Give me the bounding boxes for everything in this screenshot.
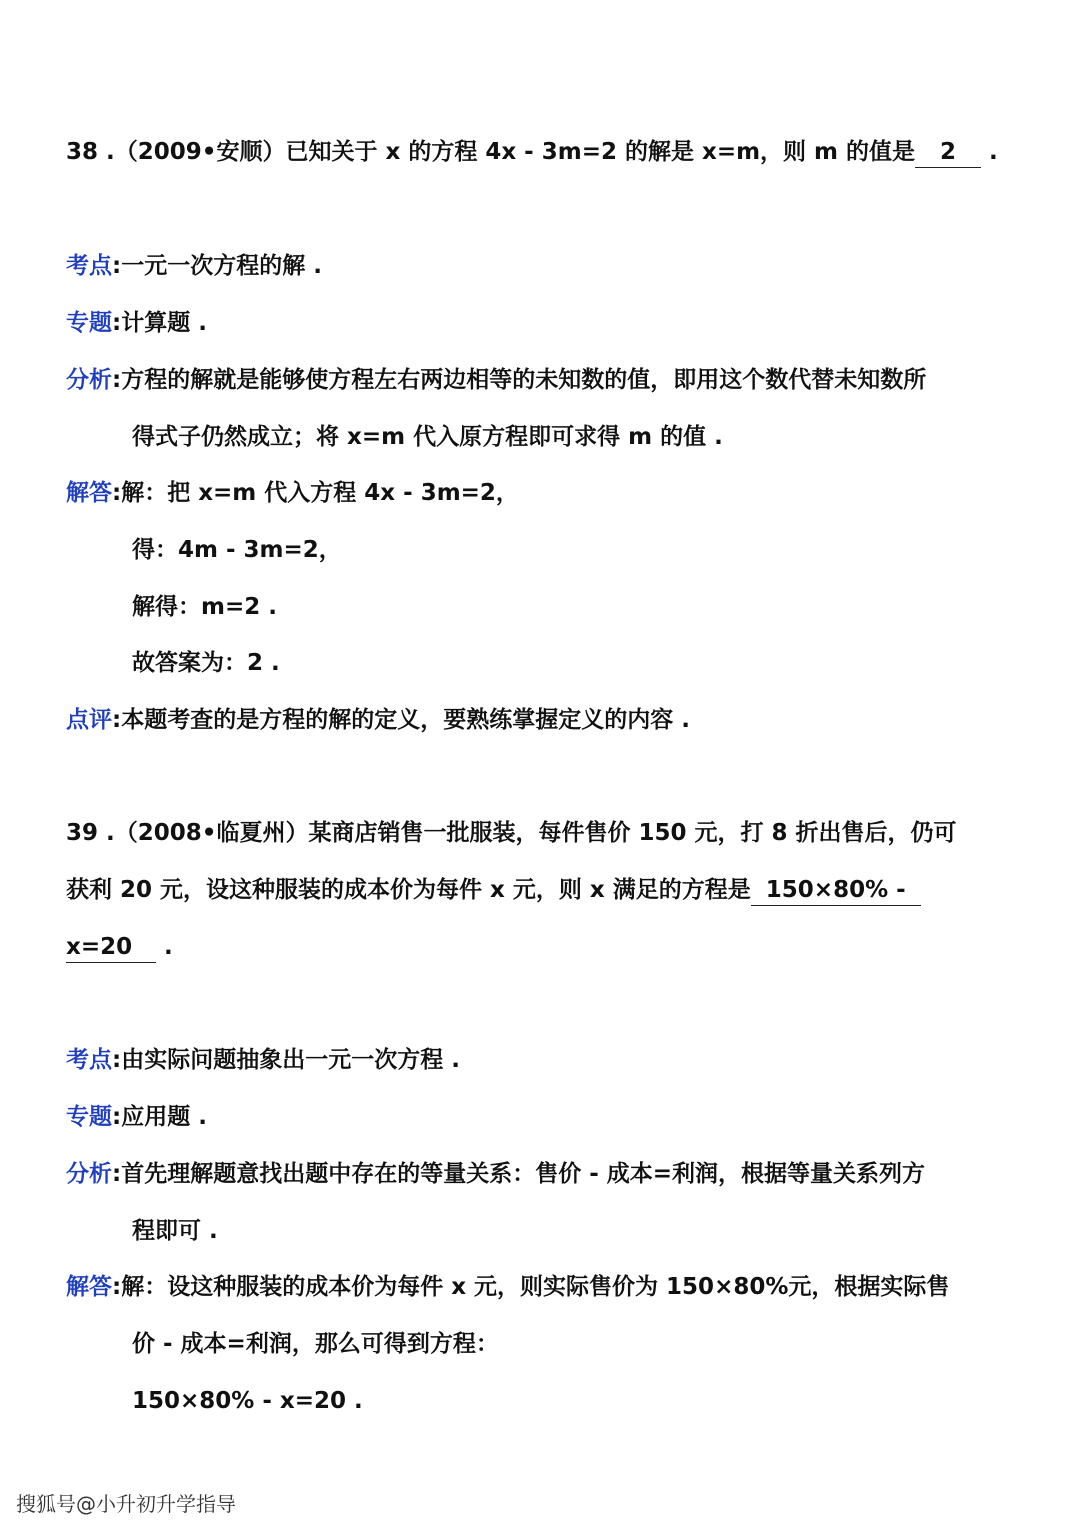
q39-stem-end: . — [156, 934, 173, 960]
q38-jieda — [66, 476, 1040, 510]
q39-fenxi-line2: 程即可 . — [132, 1218, 218, 1244]
q39-zhuanti-label: 专题 — [66, 1104, 112, 1130]
q39-jieda-line2: 价 - 成本=利润，那么可得到方程： — [132, 1331, 499, 1357]
q38-jieda-line1: :解：把 x=m 代入方程 4x - 3m=2， — [112, 480, 519, 506]
q38-zhuanti-label: 专题 — [66, 310, 112, 336]
q39-stem-line2 — [66, 873, 1040, 907]
q39-jieda-line1: :解：设这种服装的成本价为每件 x 元，则实际售价为 150×80%元，根据实际售 — [112, 1274, 950, 1300]
q39-zhuanti — [66, 1100, 1040, 1134]
q39-stem-line3 — [66, 930, 1040, 964]
q38-fenxi-line1: :方程的解就是能够使方程左右两边相等的未知数的值，即用这个数代替未知数所 — [112, 367, 927, 393]
q39-kaodian — [66, 1043, 1040, 1077]
q38-dianping-label: 点评 — [66, 707, 112, 733]
q39-zhuanti-text: :应用题 . — [112, 1104, 207, 1130]
q38-jieda-line2: 得：4m - 3m=2， — [132, 537, 342, 563]
q38-jieda-label: 解答 — [66, 480, 112, 506]
q38-fenxi — [66, 363, 1040, 397]
q38-dianping — [66, 703, 1040, 737]
q39-fenxi — [66, 1157, 1040, 1191]
q39-jieda-label: 解答 — [66, 1274, 112, 1300]
q38-stem-text: 38 .（2009•安顺）已知关于 x 的方程 4x - 3m=2 的解是 x=m，则 m 的值是 — [66, 139, 916, 165]
q39-answer-part2: x=20 — [66, 932, 156, 963]
q38-jieda-line3: 解得：m=2 . — [132, 594, 277, 620]
q39-answer-part1: 150×80% - — [751, 875, 921, 906]
q38-answer: 2 — [915, 137, 981, 168]
q38-zhuanti-text: :计算题 . — [112, 310, 207, 336]
q38-jieda-line4: 故答案为：2 . — [132, 650, 280, 676]
q38-kaodian-text: :一元一次方程的解 . — [112, 253, 322, 279]
q38-stem-end: . — [981, 139, 998, 165]
q38-kaodian-label: 考点 — [66, 253, 112, 279]
q38-kaodian — [66, 249, 1040, 283]
q38-fenxi-label: 分析 — [66, 367, 112, 393]
watermark: 搜狐号@小升初升学指导 — [16, 1492, 236, 1516]
q39-fenxi-label: 分析 — [66, 1161, 112, 1187]
q38-fenxi-line2: 得式子仍然成立；将 x=m 代入原方程即可求得 m 的值 . — [132, 424, 723, 450]
q38-zhuanti — [66, 306, 1040, 340]
q38-dianping-text: :本题考查的是方程的解的定义，要熟练掌握定义的内容 . — [112, 707, 690, 733]
q39-stem-line1: 39 .（2008•临夏州）某商店销售一批服装，每件售价 150 元，打 8 折出售后，仍可 — [66, 820, 957, 846]
q39-fenxi-line1: :首先理解题意找出题中存在的等量关系：售价 - 成本=利润，根据等量关系列方 — [112, 1161, 926, 1187]
q38-stem — [66, 135, 1040, 169]
q39-kaodian-label: 考点 — [66, 1047, 112, 1073]
q39-jieda — [66, 1270, 1040, 1304]
q39-kaodian-text: :由实际问题抽象出一元一次方程 . — [112, 1047, 460, 1073]
q39-jieda-line3: 150×80% - x=20 . — [132, 1388, 363, 1414]
q39-stem-line2-text: 获利 20 元，设这种服装的成本价为每件 x 元，则 x 满足的方程是 — [66, 877, 751, 903]
